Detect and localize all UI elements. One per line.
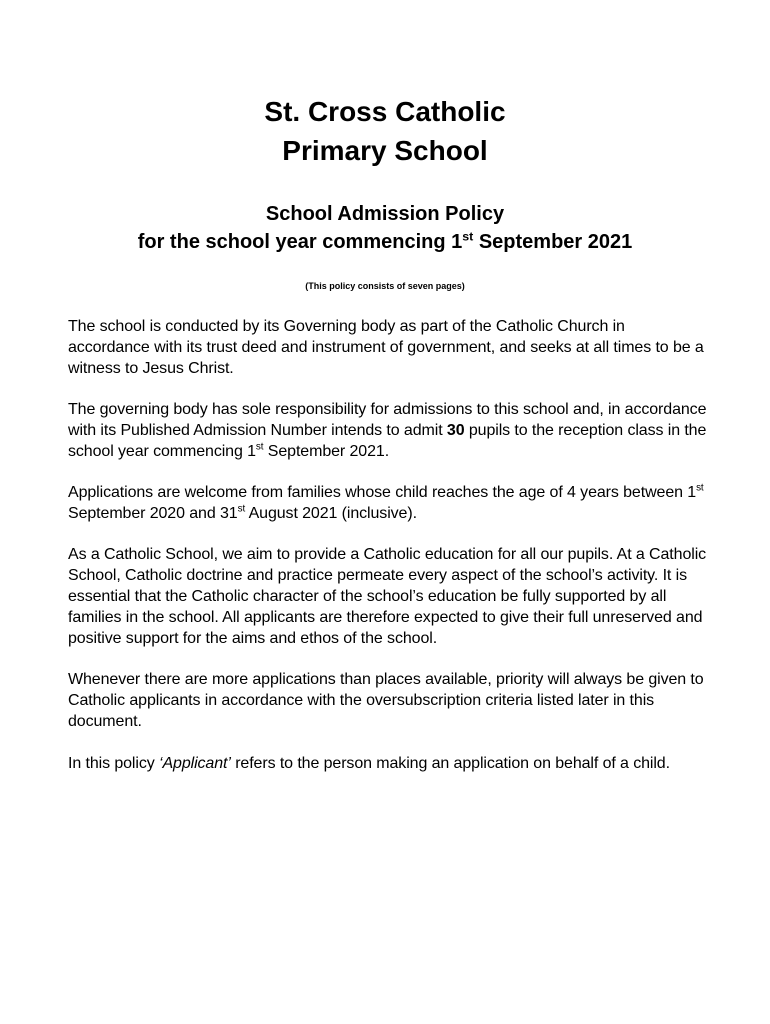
- paragraph-applicant-text-b: refers to the person making an application on behalf of a child.: [230, 754, 670, 772]
- ordinal-suffix: st: [237, 503, 246, 515]
- policy-body: [68, 317, 708, 796]
- applicant-term: ‘Applicant’: [159, 754, 231, 772]
- policy-title-ordinal: st: [462, 229, 474, 244]
- admission-number: 30: [446, 422, 465, 440]
- policy-title-line-2-prefix: for the school year commencing 1: [137, 231, 463, 253]
- paragraph-governance: The school is conducted by its Governing body as part of the Catholic Church in accordance with its trust deed and instrument of government, and seeks at all times to be a witness to Jesus Christ.: [68, 318, 704, 377]
- paragraph-eligibility: [68, 483, 708, 525]
- paragraph-eligibility-text-c: August 2021 (inclusive).: [245, 504, 417, 522]
- paragraph-oversubscription: Whenever there are more applications than places available, priority will always be given to Catholic applicants in accordance with the oversubscription criteria listed later in this document.: [68, 671, 704, 730]
- paragraph-catholic-ethos: As a Catholic School, we aim to provide a Catholic education for all our pupils. At a Catholic School, Catholic doctrine and practice permeate every aspect of the school’s activity. It is essential that the Catholic character of the school’s education be fully supported by all families in the school. All applicants are therefore expected to give their full unreserved and positive support for the aims and ethos of the school.: [68, 546, 707, 647]
- paragraph-eligibility-text-a: Applications are welcome from families whose child reaches the age of 4 years between 1: [68, 483, 697, 501]
- paragraph-admission-number: [68, 400, 708, 462]
- ordinal-suffix: st: [696, 482, 704, 494]
- policy-title-line-1: School Admission Policy: [265, 203, 505, 225]
- policy-title: [0, 200, 770, 256]
- paragraph-admission-number-text-c: September 2021.: [263, 442, 390, 460]
- school-name-line-1: St. Cross Catholic: [264, 96, 506, 127]
- policy-title-line-2-suffix: September 2021: [473, 231, 633, 253]
- ordinal-suffix: st: [255, 441, 264, 453]
- pages-note: (This policy consists of seven pages): [305, 281, 465, 291]
- paragraph-admission-number-text-a: The governing body has sole responsibility for admissions to this school and, in accordance with its Published Admission Number intends to admit: [68, 401, 707, 440]
- policy-title-line-2: [0, 228, 770, 256]
- paragraph-eligibility-text-b: September 2020 and 31: [68, 504, 238, 522]
- paragraph-admission-number-text-b: pupils to the reception class in the school year commencing 1: [68, 422, 707, 460]
- paragraph-applicant-text-a: In this policy: [68, 754, 159, 772]
- school-name-line-2: Primary School: [282, 135, 488, 166]
- school-name: [0, 92, 770, 170]
- paragraph-applicant-definition: [68, 754, 708, 775]
